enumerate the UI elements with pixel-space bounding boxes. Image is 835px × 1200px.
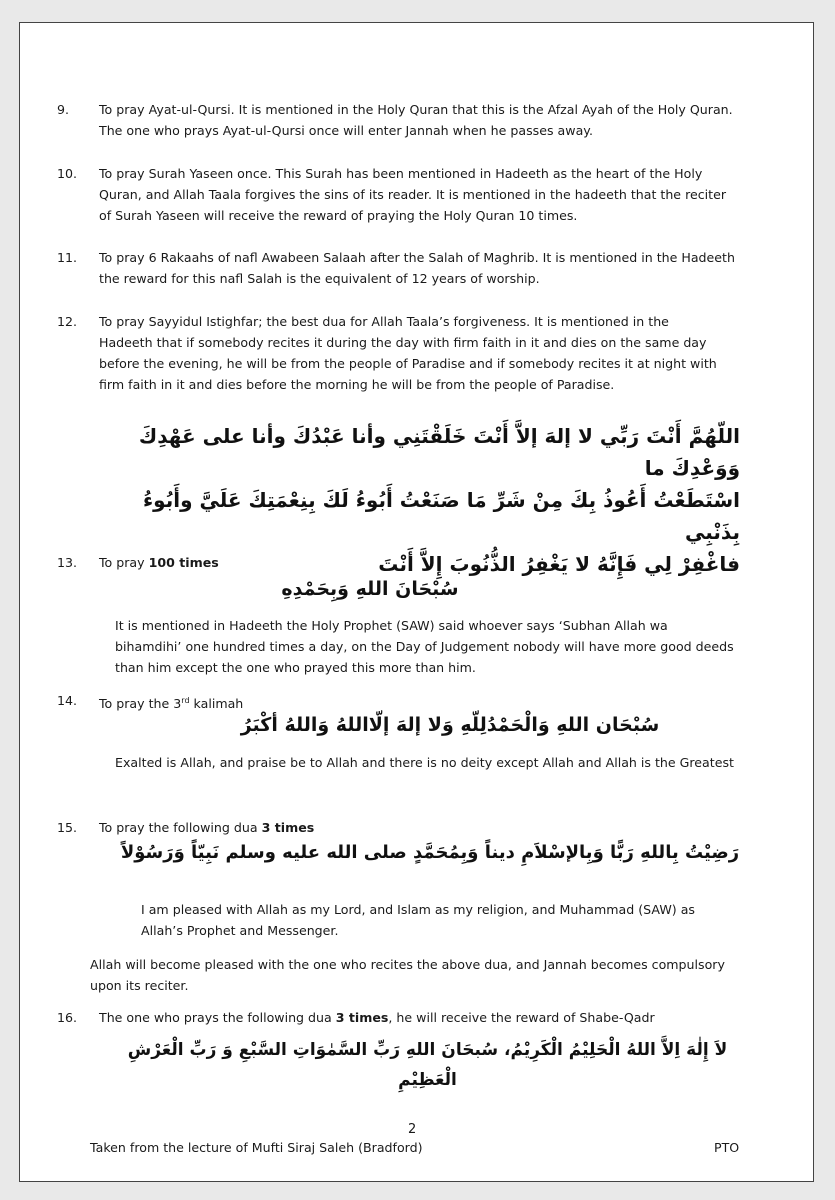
item-text: , he will receive the reward of Shabe-Qadr: [388, 1010, 655, 1025]
item-bold-text: 100 times: [148, 555, 219, 570]
item-text: To pray the following dua: [99, 820, 262, 835]
item-number: 13.: [57, 555, 78, 570]
subhanallah-arabic: سُبْحَانَ اللهِ وَبِحَمْدِهِ: [281, 578, 459, 600]
item-text: To pray: [99, 555, 149, 570]
list-item-11: [57, 247, 736, 289]
item-bold-text: 3 times: [335, 1010, 389, 1025]
item-text: To pray 6 Rakaahs of nafl Awabeen Salaah after the Salah of Maghrib. It is mentioned in the Hadeeth the reward for this nafl Salah is the equivalent of 12 years of worship.: [99, 250, 735, 286]
list-item-13: [57, 552, 736, 573]
item15-paragraph: Allah will become pleased with the one who recites the above dua, and Jannah becomes compulsory upon its reciter.: [90, 957, 725, 993]
shabe-qadr-dua-arabic: لاَ إِلٰهَ اِلاَّ اللهُ الْحَلِيْمُ الْكَرِيْمُ، سُبحَانَ اللهِ رَبِّ السَّمٰوَاتِ السَّبْعِ وَ رَبِّ الْعَرْشِ الْعَظِيْمِ: [127, 1040, 728, 1090]
list-item-9: [57, 99, 736, 141]
list-item-15: [57, 817, 736, 838]
item-text: The one who prays the following dua: [99, 1010, 336, 1025]
item-text: kalimah: [189, 696, 244, 712]
footer-source: Taken from the lecture of Mufti Siraj Saleh (Bradford): [90, 1140, 423, 1155]
item-number: 9.: [57, 102, 70, 117]
item-number: 10.: [57, 166, 78, 181]
item-text: To pray the 3: [99, 696, 182, 712]
item-bold-text: 3 times: [261, 820, 315, 835]
list-item-10: [57, 163, 736, 226]
third-kalimah-arabic: سُبْحَان اللهِ وَالْحَمْدُلِلّهِ وَلا إلهَ إلّااللهُ وَاللهُ أكْبَرُ: [240, 714, 660, 736]
item13-paragraph: It is mentioned in Hadeeth the Holy Prophet (SAW) said whoever says ‘Subhan Allah wa bihamdihi’ one hundred times a day, on the Day of Judgement nobody will have more good deeds than him except the one who prayed this more than him.: [115, 618, 734, 675]
item-text: To pray Sayyidul Istighfar; the best dua for Allah Taala’s forgiveness. It is mentioned in the Hadeeth that if somebody recites it during the day with firm faith in it and dies on the same day before the evening, he will be from the people of Paradise and if somebody recites it at night with firm faith in it and dies before the morning he will be from the people of Paradise.: [99, 314, 717, 392]
item-text: To pray Surah Yaseen once. This Surah has been mentioned in Hadeeth as the heart of the Holy Quran, and Allah Taala forgives the sins of its reader. It is mentioned in the hadeeth that the reciter of Surah Yaseen will receive the reward of praying the Holy Quran 10 times.: [99, 166, 726, 223]
item-text: To pray Ayat-ul-Qursi. It is mentioned in the Holy Quran that this is the Afzal Ayah of the Holy Quran. The one who prays Ayat-ul-Qursi once will enter Jannah when he passes away.: [99, 102, 733, 138]
page-number: 2: [408, 1122, 417, 1137]
item-number: 15.: [57, 820, 78, 835]
item-number: 14.: [57, 693, 78, 708]
item14-paragraph: Exalted is Allah, and praise be to Allah and there is no deity except Allah and Allah is the Greatest: [115, 755, 734, 770]
item-number: 12.: [57, 314, 78, 329]
istighfar-line: اسْتَطَعْتُ أَعُوذُ بِكَ مِنْ شَرِّ مَا صَنَعْتُ أَبُوءُ لَكَ بِنِعْمَتِكَ عَلَيَّ وأَبُوءُ بِذَنْبِي: [142, 488, 740, 544]
istighfar-line: فاغْفِرْ لِي فَإِنَّهُ لا يَغْفِرُ الذُّنُوبَ إِلاَّ أَنْتَ: [378, 552, 740, 576]
item-number: 11.: [57, 250, 78, 265]
list-item-16: [57, 1007, 736, 1028]
istighfar-line: اللّهُمَّ أَنْتَ رَبِّي لا إلهَ إلاَّ أَنْتَ خَلَقْتَنِي وأنا عَبْدُكَ وأنا على عَهْدِكَ وَوَعْدِكَ ما: [138, 424, 740, 480]
footer-pto: PTO: [714, 1140, 740, 1155]
rabban-dua-arabic: رَضِيْتُ بِاللهِ رَبًّا وَبِالإسْلاَمِ ديناً وَبِمُحَمَّدٍ صلى الله عليه وسلم نَبِيّاً وَرَسُوْلاً: [120, 842, 740, 863]
superscript: rd: [181, 696, 190, 705]
item15-translation: I am pleased with Allah as my Lord, and Islam as my religion, and Muhammad (SAW) as Allah’s Prophet and Messenger.: [141, 902, 695, 938]
item-number: 16.: [57, 1010, 78, 1025]
list-item-12: [57, 311, 724, 395]
